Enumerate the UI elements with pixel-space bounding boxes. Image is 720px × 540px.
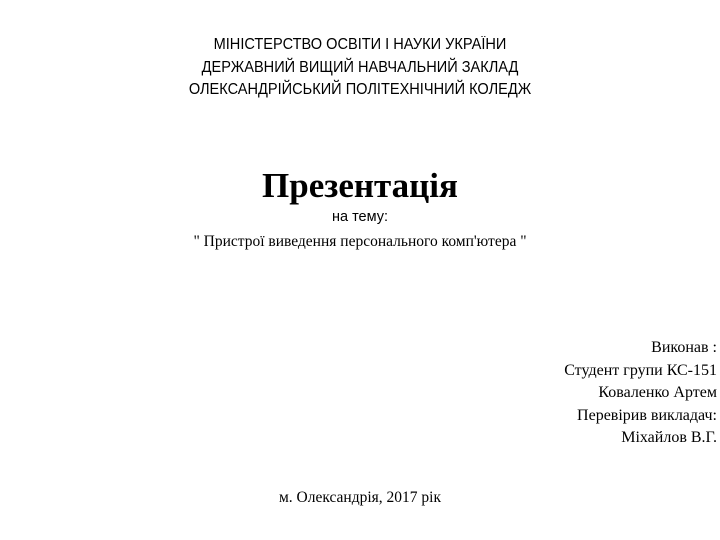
student-name: Коваленко Артем: [598, 384, 717, 402]
college-name-line: ОЛЕКСАНДРІЙСЬКИЙ ПОЛІТЕХНІЧНИЙ КОЛЕДЖ: [188, 81, 532, 98]
institution-type-line: ДЕРЖАВНИЙ ВИЩИЙ НАВЧАЛЬНИЙ ЗАКЛАД: [201, 58, 519, 76]
presentation-title: Презентація: [262, 166, 458, 205]
topic-caption: на тему:: [331, 209, 389, 225]
city-year-footer: м. Олександрія, 2017 рік: [278, 489, 442, 506]
presentation-topic: " Пристрої виведення персонального комп'ютера ": [193, 233, 527, 250]
student-group: Студент групи КС-151: [564, 361, 717, 379]
checked-by-label: Перевірив викладач:: [577, 406, 717, 424]
institution-header: [22, 34, 699, 102]
ministry-line: МІНІСТЕРСТВО ОСВІТИ І НАУКИ УКРАЇНИ: [213, 36, 507, 53]
author-block: [564, 337, 717, 450]
performed-by-label: Виконав :: [651, 339, 717, 356]
teacher-name: Міхайлов В.Г.: [621, 429, 717, 447]
